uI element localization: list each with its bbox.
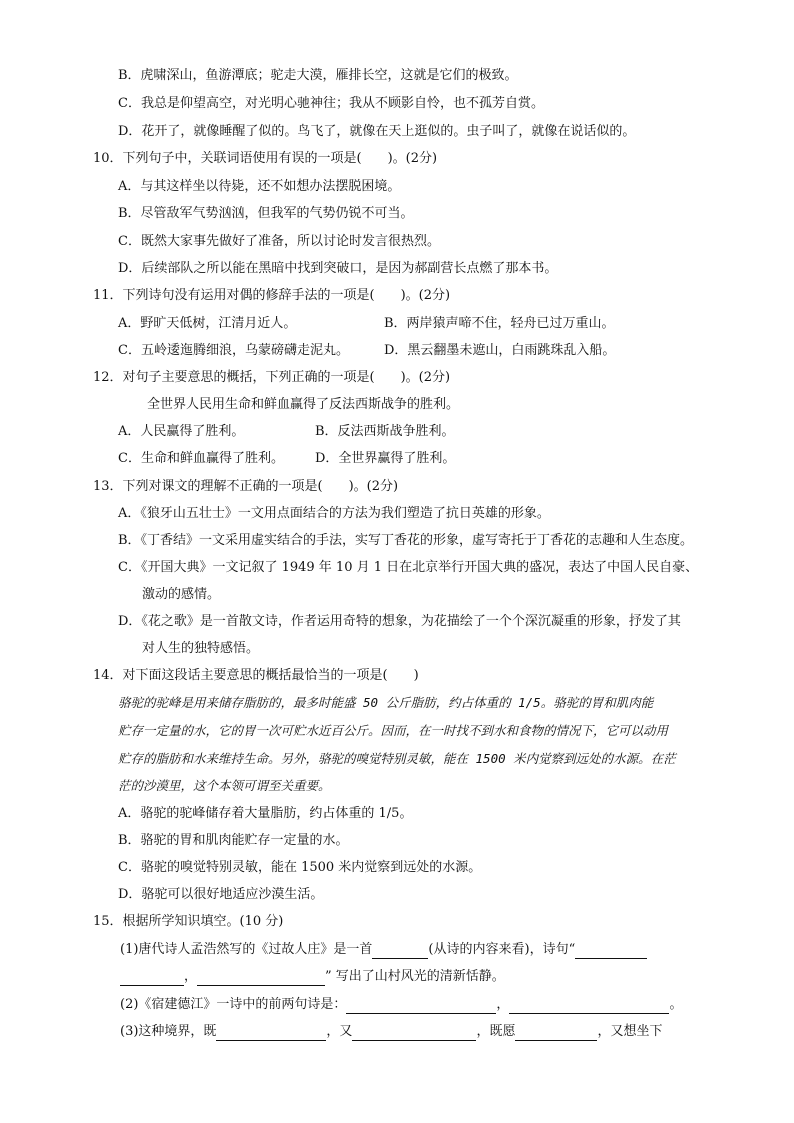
option-12a: A．人民赢得了胜利。 (118, 424, 245, 439)
answer-blank[interactable] (346, 999, 496, 1014)
fill-line-1 (120, 941, 647, 959)
answer-blank[interactable] (575, 944, 647, 959)
fill-3-text-a: (2)《宿建德江》一诗中的前两句诗是： (120, 997, 347, 1012)
fill-line-3 (120, 996, 682, 1014)
question-11: 11．下列诗句没有运用对偶的修辞手法的一项是( )。(2分) (93, 288, 451, 303)
option-13b: B．《丁香结》一文采用虚实结合的手法，实写丁香花的形象，虚写寄托于丁香花的志趣和人生态度。 (118, 533, 694, 548)
option-14a: A．骆驼的驼峰储存着大量脂肪，约占体重的 1/5。 (118, 806, 413, 821)
option-11b: B．两岸猿声啼不住，轻舟已过万重山。 (384, 316, 615, 331)
fill-2-text-b: ” 写出了山村风光的清新恬静。 (325, 969, 505, 984)
answer-blank[interactable] (515, 1026, 597, 1041)
option-12b: B．反法西斯战争胜利。 (315, 424, 455, 439)
answer-blank[interactable] (352, 1026, 476, 1041)
question-12-sentence: 全世界人民用生命和鲜血赢得了反法西斯战争的胜利。 (147, 397, 460, 412)
passage-line: 骆驼的驼峰是用来储存脂肪的，最多时能盛 50 公斤脂肪，约占体重的 1/5。骆驼的胃和肌肉能 (118, 695, 654, 710)
option-9b: B．虎啸深山，鱼游潭底；驼走大漠，雁排长空，这就是它们的极致。 (118, 68, 518, 83)
option-10c: C．既然大家事先做好了准备，所以讨论时发言很热烈。 (118, 234, 440, 249)
answer-blank[interactable] (372, 944, 428, 959)
fill-4-text-b: ，又 (326, 1024, 353, 1039)
passage-line: 茫的沙漠里，这个本领可谓至关重要。 (118, 778, 331, 793)
option-12d: D．全世界赢得了胜利。 (315, 451, 456, 466)
option-10b: B．尽管敌军气势汹汹，但我军的气势仍锐不可当。 (118, 206, 414, 221)
answer-blank[interactable] (509, 999, 669, 1014)
question-15: 15．根据所学知识填空。(10 分) (93, 914, 284, 929)
option-13a: A．《狼牙山五壮士》一文用点面结合的方法为我们塑造了抗日英雄的形象。 (118, 506, 550, 521)
option-13c-continued: 激动的感情。 (142, 587, 221, 602)
question-12: 12．对句子主要意思的概括，下列正确的一项是( )。(2分) (93, 370, 451, 385)
option-9d: D．花开了，就像睡醒了似的。鸟飞了，就像在天上逛似的。虫子叫了，就像在说话似的。 (118, 124, 636, 139)
fill-4-text-c: ，既愿 (476, 1024, 516, 1039)
answer-blank[interactable] (197, 971, 325, 986)
option-11c: C．五岭逶迤腾细浪，乌蒙磅礴走泥丸。 (118, 343, 349, 358)
answer-blank[interactable] (120, 971, 184, 986)
fill-3-text-c: 。 (669, 997, 683, 1012)
option-10a: A．与其这样坐以待毙，还不如想办法摆脱困境。 (118, 179, 401, 194)
option-13d-continued: 对人生的独特感悟。 (142, 641, 260, 656)
option-10d: D．后续部队之所以能在黑暗中找到突破口，是因为郝副营长点燃了那本书。 (118, 261, 558, 276)
fill-1-text-a: (1)唐代诗人孟浩然写的《过故人庄》是一首 (120, 942, 373, 957)
option-14d: D．骆驼可以很好地适应沙漠生活。 (118, 887, 324, 902)
option-14c: C．骆驼的嗅觉特别灵敏，能在 1500 米内觉察到远处的水源。 (118, 860, 482, 875)
option-12c: C．生命和鲜血赢得了胜利。 (118, 451, 284, 466)
option-11a: A．野旷天低树，江清月近人。 (118, 316, 297, 331)
fill-4-text-a: (3)这种境界，既 (120, 1024, 217, 1039)
fill-3-text-b: ， (496, 997, 510, 1012)
question-10: 10．下列句子中，关联词语使用有误的一项是( )。(2分) (93, 151, 438, 166)
fill-line-4 (120, 1023, 662, 1041)
question-13: 13．下列对课文的理解不正确的一项是( )。(2分) (93, 479, 399, 494)
option-9c: C．我总是仰望高空，对光明心驰神往；我从不顾影自怜，也不孤芳自赏。 (118, 96, 544, 111)
fill-2-text-a: ， (184, 969, 198, 984)
option-11d: D．黑云翻墨未遮山，白雨跳珠乱入船。 (384, 343, 616, 358)
answer-blank[interactable] (216, 1026, 326, 1041)
passage-line: 贮存一定量的水，它的胃一次可贮水近百公斤。因而，在一时找不到水和食物的情况下，它可以动用 (118, 723, 669, 738)
fill-4-text-d: ，又想坐下 (597, 1024, 663, 1039)
option-13c: C．《开国大典》一文记叙了 1949 年 10 月 1 日在北京举行开国大典的盛况，表达了中国人民自豪、 (118, 560, 699, 575)
fill-line-2 (120, 968, 505, 986)
option-14b: B．骆驼的胃和肌肉能贮存一定量的水。 (118, 833, 349, 848)
passage-line: 贮存的脂肪和水来维持生命。另外，骆驼的嗅觉特别灵敏，能在 1500 米内觉察到远处的水源。在茫 (118, 751, 676, 766)
fill-1-text-b: (从诗的内容来看)，诗句“ (428, 942, 576, 957)
option-13d: D．《花之歌》是一首散文诗，作者运用奇特的想象，为花描绘了一个个深沉凝重的形象，抒发了其 (118, 614, 681, 629)
question-14: 14．对下面这段话主要意思的概括最恰当的一项是( ) (93, 668, 419, 683)
